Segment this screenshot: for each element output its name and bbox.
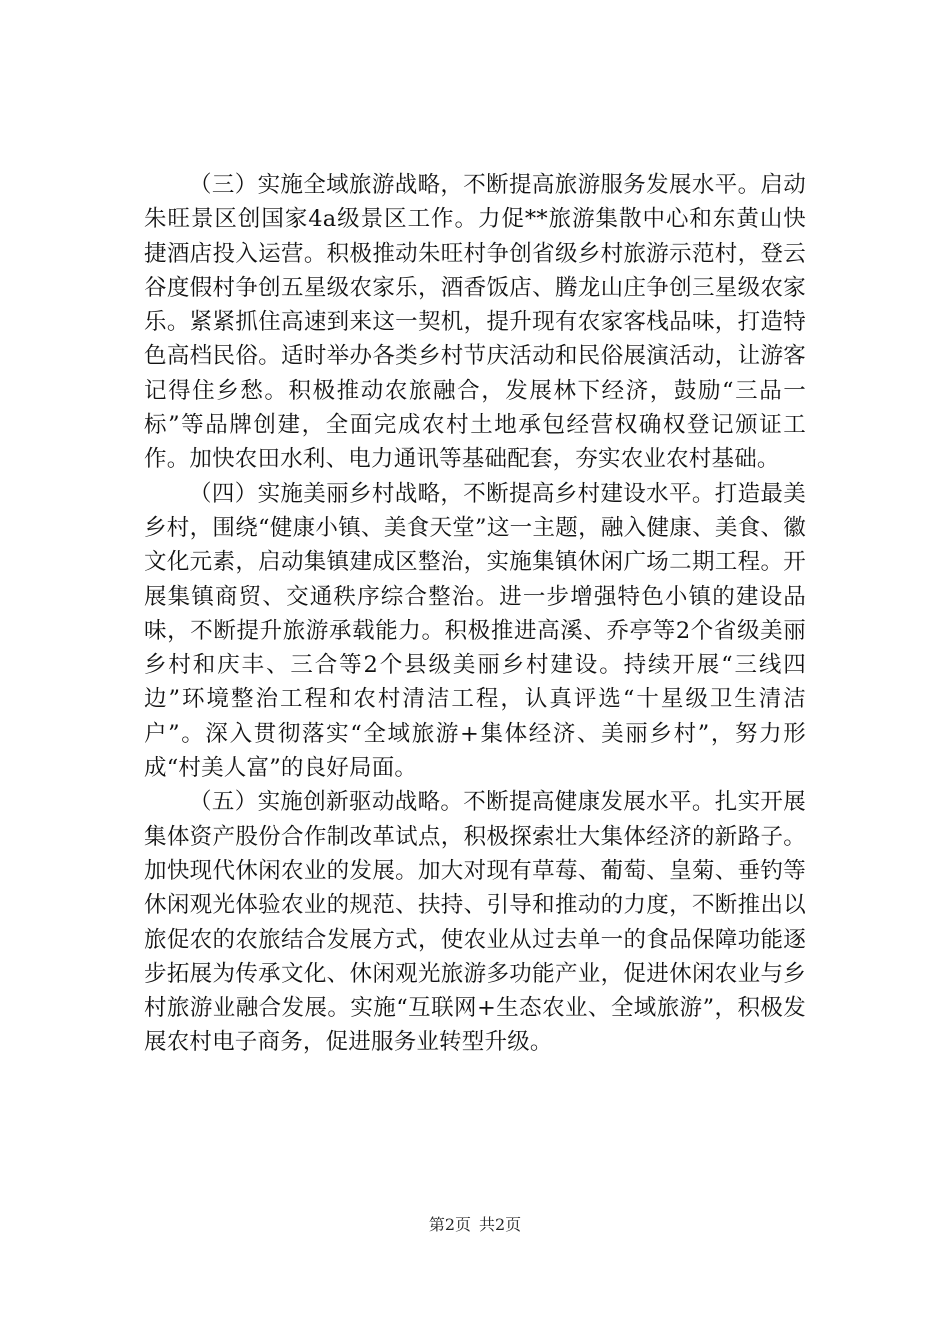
document-body — [144, 168, 806, 1060]
paragraph-section-3: （三）实施全域旅游战略，不断提高旅游服务发展水平。启动朱旺景区创国家4a级景区工作。力促**旅游集散中心和东黄山快捷酒店投入运营。积极推动朱旺村争创省级乡村旅游示范村，登云谷度假村争创五星级农家乐，酒香饭店、腾龙山庄争创三星级农家乐。紧紧抓住高速到来这一契机，提升现有农家客栈品味，打造特色高档民俗。适时举办各类乡村节庆活动和民俗展演活动，让游客记得住乡愁。积极推动农旅融合，发展林下经济，鼓励“三品一标”等品牌创建，全面完成农村土地承包经营权确权登记颁证工作。加快农田水利、电力通讯等基础配套，夯实农业农村基础。 — [144, 172, 806, 473]
page-number-total: 共2页 — [479, 1215, 522, 1234]
page-footer — [0, 1213, 950, 1237]
paragraph-section-5: （五）实施创新驱动战略。不断提高健康发展水平。扎实开展集体资产股份合作制改革试点，积极探索壮大集体经济的新路子。加快现代休闲农业的发展。加大对现有草莓、葡萄、皇菊、垂钓等休闲观光体验农业的规范、扶持、引导和推动的力度，不断推出以旅促农的农旅结合发展方式，使农业从过去单一的食品保障功能逐步拓展为传承文化、休闲观光旅游多功能产业，促进休闲农业与乡村旅游业融合发展。实施“互联网+生态农业、全域旅游”，积极发展农村电子商务，促进服务业转型升级。 — [144, 789, 806, 1056]
paragraph-section-4: （四）实施美丽乡村战略，不断提高乡村建设水平。打造最美乡村，围绕“健康小镇、美食天堂”这一主题，融入健康、美食、徽文化元素，启动集镇建成区整治，实施集镇休闲广场二期工程。开展集镇商贸、交通秩序综合整治。进一步增强特色小镇的建设品味，不断提升旅游承载能力。积极推进高溪、乔亭等2个省级美丽乡村和庆丰、三合等2个县级美丽乡村建设。持续开展“三线四边”环境整治工程和农村清洁工程，认真评选“十星级卫生清洁户”。深入贯彻落实“全域旅游+集体经济、美丽乡村”，努力形成“村美人富”的良好局面。 — [144, 480, 806, 782]
page-number-current: 第2页 — [428, 1215, 471, 1234]
